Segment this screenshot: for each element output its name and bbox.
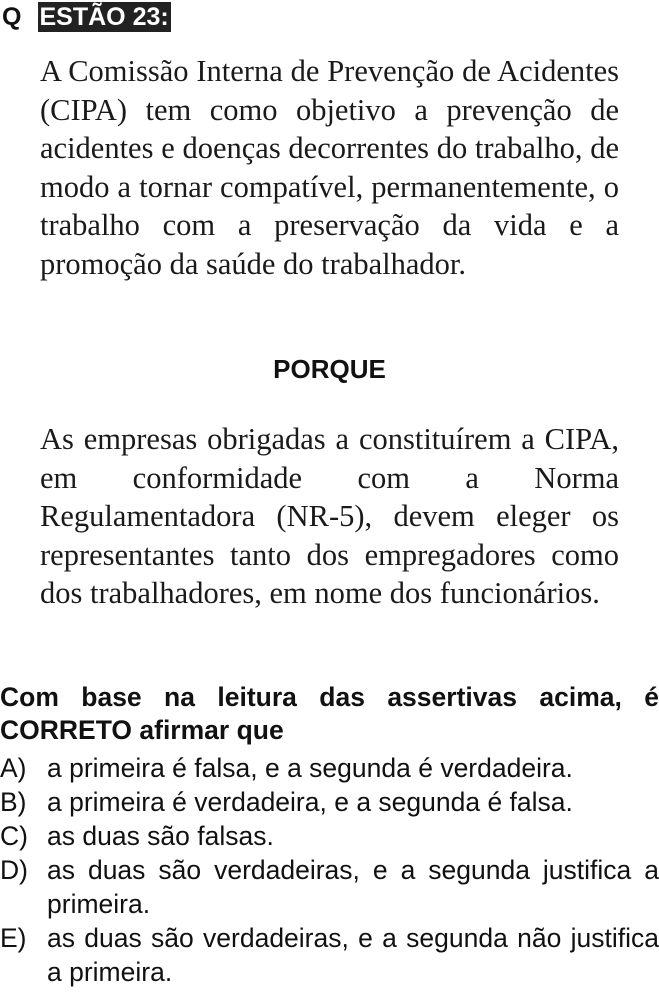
option-text: as duas são verdadeiras, e a segunda justifica a primeira. bbox=[47, 855, 659, 919]
option-letter: D) bbox=[0, 855, 28, 885]
question-header-title: UESTÃO 23: bbox=[21, 3, 169, 31]
option-a[interactable] bbox=[0, 751, 659, 785]
option-text: a primeira é falsa, e a segunda é verdadeira. bbox=[47, 753, 573, 783]
connector-porque bbox=[0, 353, 659, 385]
option-d[interactable] bbox=[0, 853, 659, 921]
option-letter: B) bbox=[0, 787, 27, 817]
option-c[interactable] bbox=[0, 819, 659, 853]
answer-options bbox=[0, 751, 659, 989]
question-header bbox=[0, 2, 171, 32]
option-letter: C) bbox=[0, 821, 28, 851]
option-letter: A) bbox=[0, 753, 27, 783]
option-letter: E) bbox=[0, 923, 27, 953]
option-text: a primeira é verdadeira, e a segunda é falsa. bbox=[47, 787, 573, 817]
connector-label: PORQUE bbox=[273, 354, 386, 384]
assertion-second: As empresas obrigadas a constituírem a CIPA, em conformidade com a Norma Regulamentadora (NR-5), devem eleger os representantes tanto dos empregadores como dos trabalhadores, em nome dos funcionários. bbox=[40, 422, 619, 610]
question-prompt: Com base na leitura das assertivas acima, é CORRETO afirmar que bbox=[0, 682, 659, 745]
option-text: as duas são verdadeiras, e a segunda não justifica a primeira. bbox=[47, 923, 659, 987]
option-e[interactable] bbox=[0, 921, 659, 989]
question-header-prefix: Q bbox=[2, 3, 22, 31]
option-text: as duas são falsas. bbox=[47, 821, 274, 851]
option-b[interactable] bbox=[0, 785, 659, 819]
assertion-first: A Comissão Interna de Prevenção de Acidentes (CIPA) tem como objetivo a prevenção de acidentes e doenças decorrentes do trabalho, de modo a tornar compatível, permanentemente, o trabalho com a preservação da vida e a promoção da saúde do trabalhador. bbox=[40, 54, 619, 281]
